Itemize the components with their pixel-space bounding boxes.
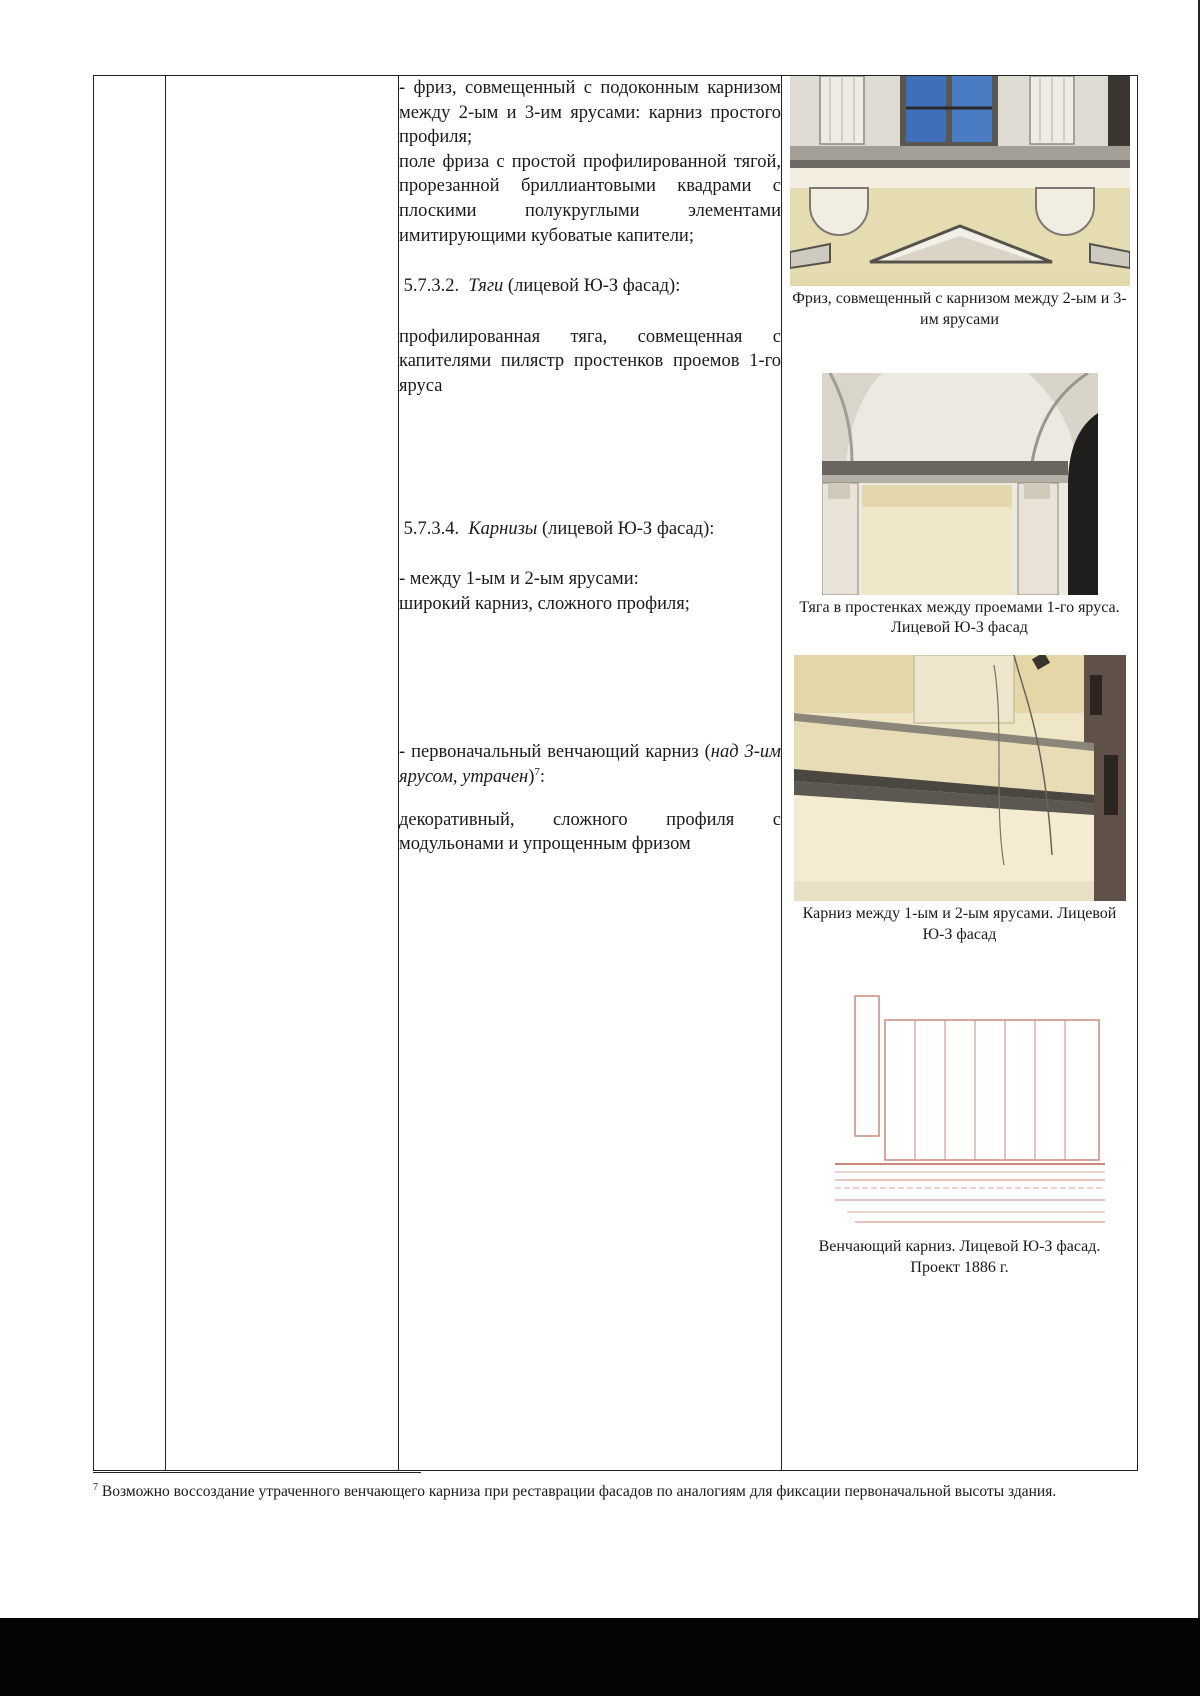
drawing-crowning-cornice: [815, 968, 1105, 1234]
section-rest: (лицевой Ю-З фасад):: [507, 276, 681, 297]
footnote-mark: 7: [93, 1482, 98, 1493]
table-cell-number: [94, 76, 166, 1471]
section-title: Карнизы: [468, 518, 538, 539]
footnote-ref[interactable]: 7: [534, 765, 540, 778]
paragraph-frieze-field: поле фриза с простой профилированной тягой, прорезанной бриллиантовыми квадрами с плоскими полукруглыми элементами имитирующими кубоватые капители;: [399, 151, 781, 246]
photo-frieze: [790, 76, 1130, 286]
photo-cornice: [794, 655, 1126, 901]
paragraph-frieze: - фриз, совмещенный с подоконным карнизом между 2-ым и 3-им ярусами: карниз простого профиля;: [399, 78, 781, 148]
photo-tyaga: [822, 373, 1098, 595]
heading-tyagi: [399, 274, 781, 299]
caption-tyaga: Тяга в простенках между проемами 1-го яруса. Лицевой Ю-З фасад: [799, 598, 1120, 637]
footnote-text: Возможно воссоздание утраченного венчающего карниза при реставрации фасадов по аналогиям для фиксации первоначальной высоты здания.: [101, 1483, 1057, 1501]
table-cell-photos: [782, 76, 1138, 1471]
section-number: 5.7.3.4.: [403, 518, 460, 539]
section-number: 5.7.3.2.: [403, 276, 460, 297]
paragraph-between-tiers: - между 1-ым и 2-ым ярусами:: [399, 569, 639, 590]
description-table: [93, 75, 1138, 1471]
paragraph-tyaga: профилированная тяга, совмещенная с капителями пилястр простенков проемов 1-го яруса: [399, 326, 781, 396]
footnote-divider: [93, 1472, 421, 1473]
caption-crowning-cornice: Венчающий карниз. Лицевой Ю-З фасад. Проект 1886 г.: [818, 1237, 1101, 1276]
caption-frieze: Фриз, совмещенный с карнизом между 2-ым и 3-им ярусами: [792, 290, 1127, 328]
table-cell-description: [399, 76, 782, 1471]
caption-cornice: Карниз между 1-ым и 2-ым ярусами. Лицевой Ю-З фасад: [802, 905, 1117, 943]
paragraph-decorative: декоративный, сложного профиля с модульонами и упрощенным фризом: [399, 809, 781, 855]
scan-bottom-band: [0, 1618, 1200, 1696]
heading-karnizy: [399, 517, 781, 542]
section-title: Тяги: [468, 276, 504, 297]
section-rest: (лицевой Ю-З фасад):: [541, 518, 715, 539]
table-cell-name: [166, 76, 399, 1471]
footnote: [93, 1479, 1173, 1506]
paragraph-crowning-cornice: - первоначальный венчающий карниз (над 3-им ярусом, утрачен)$^7$:: [399, 742, 781, 788]
paragraph-wide-cornice: широкий карниз, сложного профиля;: [399, 593, 690, 614]
